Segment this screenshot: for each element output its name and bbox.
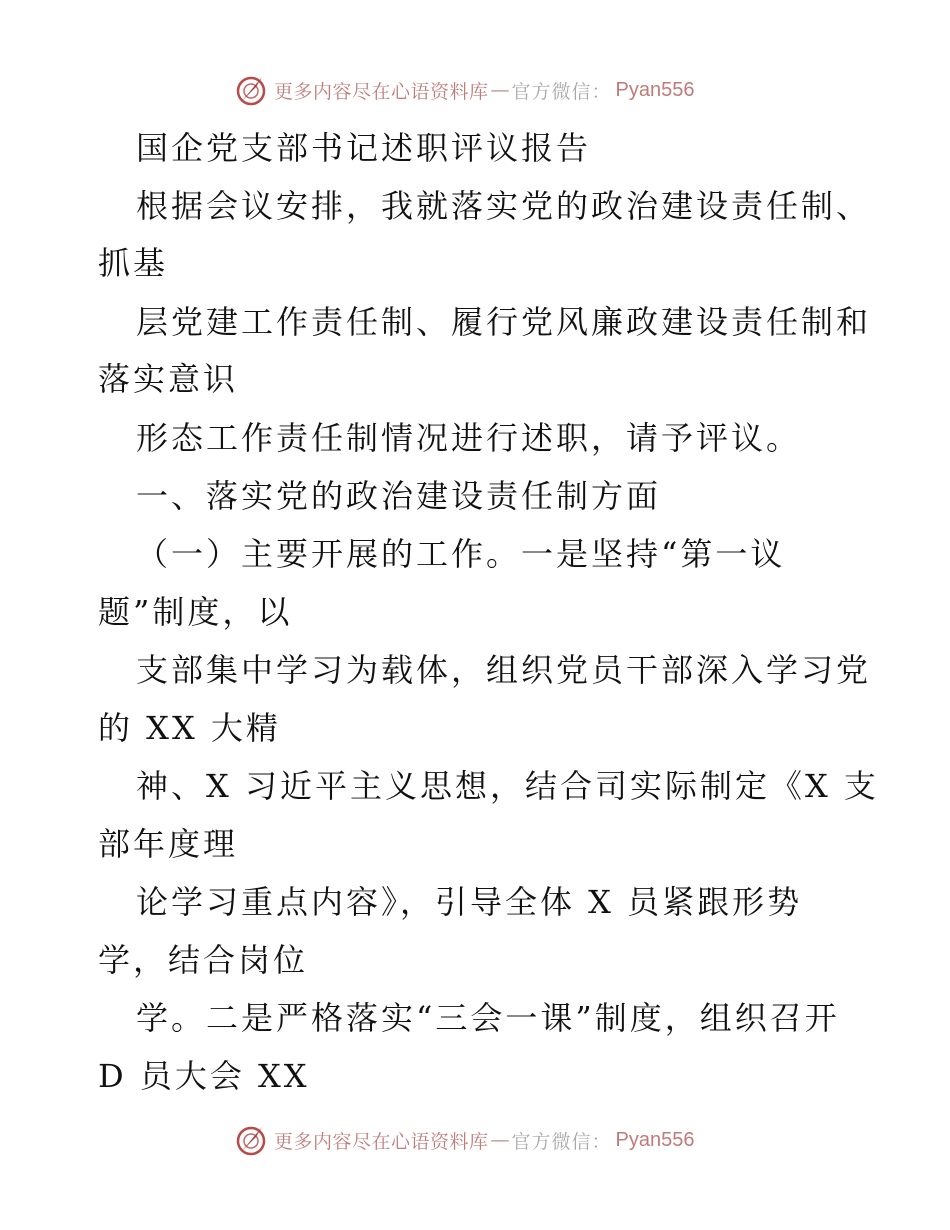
watermark-dash: — bbox=[490, 79, 510, 101]
paragraph-line: 论学习重点内容》，引导全体 X 员紧跟形势 bbox=[136, 883, 803, 921]
paragraph-line: 部年度理 bbox=[98, 825, 239, 863]
section-heading: 一、落实党的政治建设责任制方面 bbox=[136, 477, 662, 515]
paragraph-line: 根据会议安排，我就落实党的政治建设责任制、 bbox=[136, 187, 872, 225]
watermark-wechat-label: 官方微信： bbox=[511, 1130, 612, 1153]
paragraph-line: 学，结合岗位 bbox=[98, 941, 309, 979]
footer-watermark bbox=[234, 1122, 695, 1158]
watermark-wechat-id: Pyan556 bbox=[615, 1128, 695, 1151]
paragraph-line: 形态工作责任制情况进行述职，请予评议。 bbox=[136, 419, 802, 457]
watermark-dash: — bbox=[490, 1129, 510, 1151]
paragraph-line: 抓基 bbox=[98, 244, 169, 282]
watermark-site-text: 更多内容尽在心语资料库 bbox=[274, 1130, 489, 1153]
paragraph-line: 学。二是严格落实“三会一课”制度，组织召开 bbox=[136, 999, 840, 1037]
quill-logo-icon bbox=[234, 1123, 268, 1157]
quill-logo-icon bbox=[234, 73, 268, 107]
paragraph-line: 题”制度，以 bbox=[98, 593, 293, 631]
paragraph-line: D 员大会 XX bbox=[98, 1057, 310, 1095]
paragraph-line: 神、X 习近平主义思想，结合司实际制定《X 支 bbox=[136, 767, 879, 805]
paragraph-line: 落实意识 bbox=[98, 360, 239, 398]
paragraph-line: 层党建工作责任制、履行党风廉政建设责任制和 bbox=[136, 303, 872, 341]
watermark-wechat-id: Pyan556 bbox=[615, 78, 695, 101]
header-watermark bbox=[234, 72, 695, 108]
watermark-wechat-label: 官方微信： bbox=[511, 80, 612, 103]
paragraph-line: （一）主要开展的工作。一是坚持“第一议 bbox=[136, 535, 786, 573]
paragraph-line: 的 XX 大精 bbox=[98, 709, 281, 747]
paragraph-line: 支部集中学习为载体，组织党员干部深入学习党 bbox=[136, 651, 872, 689]
watermark-site-text: 更多内容尽在心语资料库 bbox=[274, 80, 489, 103]
document-title: 国企党支部书记述职评议报告 bbox=[136, 129, 592, 167]
